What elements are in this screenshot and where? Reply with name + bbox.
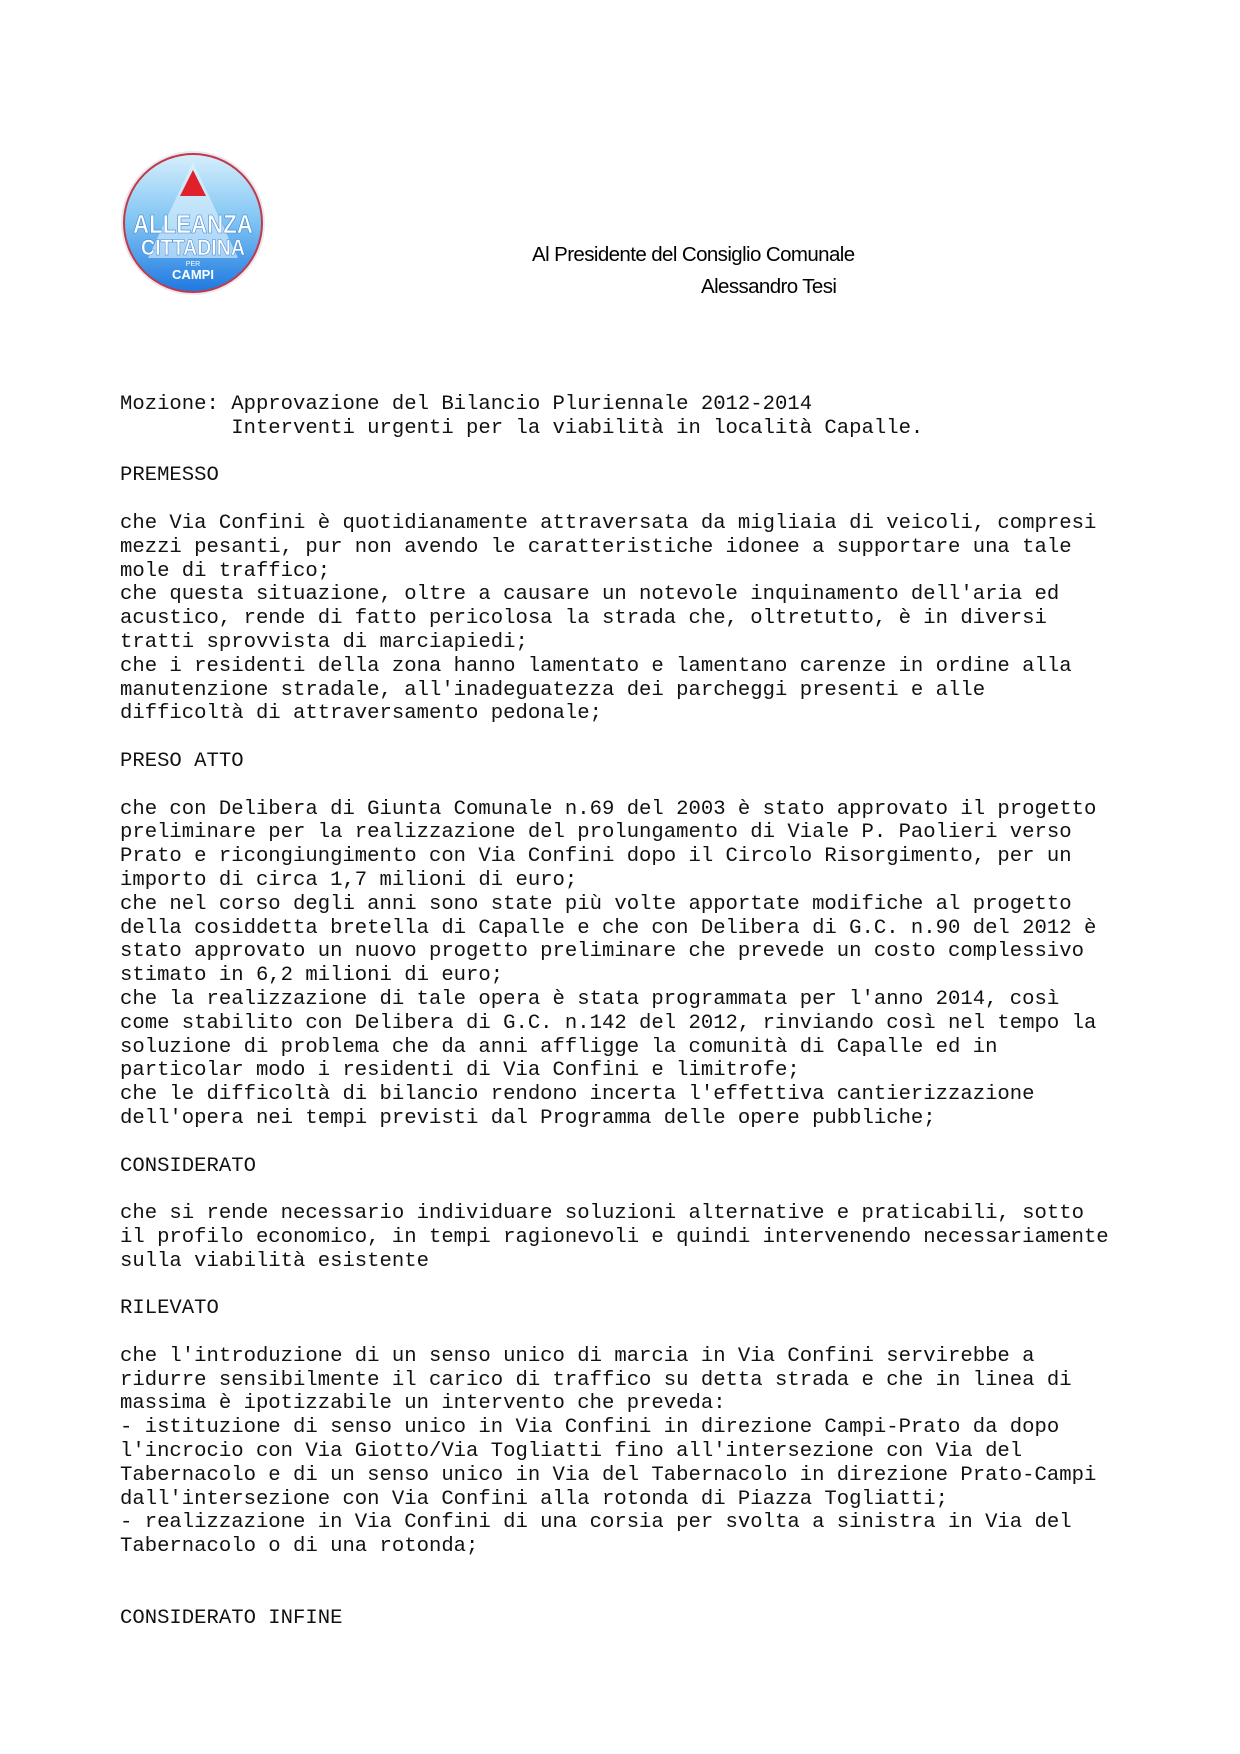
motion-body xyxy=(120,393,1109,1630)
body-line: che le difficoltà di bilancio rendono incerta l'effettiva cantierizzazione xyxy=(120,1083,1035,1107)
body-line: manutenzione stradale, all'inadeguatezza dei parcheggi presenti e alle xyxy=(120,678,986,702)
body-line: Tabernacolo e di un senso unico in Via del Tabernacolo in direzione Prato-Campi xyxy=(120,1463,1097,1487)
body-line: che con Delibera di Giunta Comunale n.69 del 2003 è stato approvato il progetto xyxy=(120,797,1097,821)
body-line: che si rende necessario individuare soluzioni alternative e praticabili, sotto xyxy=(120,1202,1084,1226)
body-line xyxy=(120,726,1109,750)
body-line: stato approvato un nuovo progetto preliminare che prevede un costo complessivo xyxy=(120,940,1084,964)
body-line: mezzi pesanti, pur non avendo le caratteristiche idonee a supportare una tale xyxy=(120,535,1072,559)
body-line xyxy=(120,774,1109,798)
body-line: che Via Confini è quotidianamente attraversata da migliaia di veicoli, compresi xyxy=(120,511,1097,535)
body-line: Prato e ricongiungimento con Via Confini dopo il Circolo Risorgimento, per un xyxy=(120,845,1072,869)
recipient-title: Al Presidente del Consiglio Comunale xyxy=(532,243,855,266)
body-line: ridurre sensibilmente il carico di traffico su detta strada e che in linea di xyxy=(120,1368,1072,1392)
svg-text:CAMPI: CAMPI xyxy=(172,267,214,282)
body-line: il profilo economico, in tempi ragionevoli e quindi intervenendo necessariamente xyxy=(120,1225,1109,1249)
body-line xyxy=(120,1131,1109,1155)
section-heading: CONSIDERATO INFINE xyxy=(120,1606,343,1630)
body-line: che questa situazione, oltre a causare un notevole inquinamento dell'aria ed xyxy=(120,583,1060,607)
body-line xyxy=(120,488,1109,512)
body-line xyxy=(120,1559,1109,1583)
svg-text:PER: PER xyxy=(185,261,201,268)
body-line: l'incrocio con Via Giotto/Via Togliatti fino all'intersezione con Via del xyxy=(120,1440,1023,1464)
body-line: soluzione di problema che da anni affligge la comunità di Capalle ed in xyxy=(120,1035,998,1059)
body-line: - realizzazione in Via Confini di una corsia per svolta a sinistra in Via del xyxy=(120,1511,1072,1535)
body-line: difficoltà di attraversamento pedonale; xyxy=(120,702,602,726)
body-line: che la realizzazione di tale opera è stata programmata per l'anno 2014, così xyxy=(120,987,1060,1011)
body-line: come stabilito con Delibera di G.C. n.142 del 2012, rinviando così nel tempo la xyxy=(120,1011,1097,1035)
section-heading: PRESO ATTO xyxy=(120,749,244,773)
body-line xyxy=(120,1178,1109,1202)
section-heading: PREMESSO xyxy=(120,464,219,488)
body-line: che l'introduzione di un senso unico di marcia in Via Confini servirebbe a xyxy=(120,1344,1035,1368)
body-line: preliminare per la realizzazione del prolungamento di Viale P. Paolieri verso xyxy=(120,821,1072,845)
alleanza-cittadina-logo xyxy=(118,148,268,298)
body-line: mole di traffico; xyxy=(120,559,331,583)
body-line xyxy=(120,441,1109,465)
body-line xyxy=(120,1321,1109,1345)
body-line: della cosiddetta bretella di Capalle e che con Delibera di G.C. n.90 del 2012 è xyxy=(120,916,1097,940)
body-line: Interventi urgenti per la viabilità in località Capalle. xyxy=(120,416,924,440)
body-line: acustico, rende di fatto pericolosa la strada che, oltretutto, è in diversi xyxy=(120,607,1047,631)
body-line: massima è ipotizzabile un intervento che preveda: xyxy=(120,1392,726,1416)
body-line: tratti sprovvista di marciapiedi; xyxy=(120,630,528,654)
body-line: Mozione: Approvazione del Bilancio Pluriennale 2012-2014 xyxy=(120,393,813,416)
body-line: che nel corso degli anni sono state più volte apportate modifiche al progetto xyxy=(120,892,1072,916)
body-line: particolar modo i residenti di Via Confini e limitrofe; xyxy=(120,1059,800,1083)
body-line: stimato in 6,2 milioni di euro; xyxy=(120,964,504,988)
body-line: - istituzione di senso unico in Via Confini in direzione Campi-Prato da dopo xyxy=(120,1416,1060,1440)
svg-text:ALLEANZA: ALLEANZA xyxy=(133,209,254,239)
recipient-name: Alessandro Tesi xyxy=(701,275,837,298)
body-line: Tabernacolo o di una rotonda; xyxy=(120,1535,479,1559)
body-line: dell'opera nei tempi previsti dal Programma delle opere pubbliche; xyxy=(120,1106,936,1130)
body-line: dall'intersezione con Via Confini alla rotonda di Piazza Togliatti; xyxy=(120,1487,949,1511)
section-heading: CONSIDERATO xyxy=(120,1154,256,1178)
body-line xyxy=(120,1583,1109,1607)
section-heading: RILEVATO xyxy=(120,1297,219,1321)
svg-text:CITTADINA: CITTADINA xyxy=(141,235,246,260)
body-line: importo di circa 1,7 milioni di euro; xyxy=(120,868,578,892)
body-line xyxy=(120,1273,1109,1297)
body-line: che i residenti della zona hanno lamentato e lamentano carenze in ordine alla xyxy=(120,654,1072,678)
body-line: sulla viabilità esistente xyxy=(120,1249,429,1273)
